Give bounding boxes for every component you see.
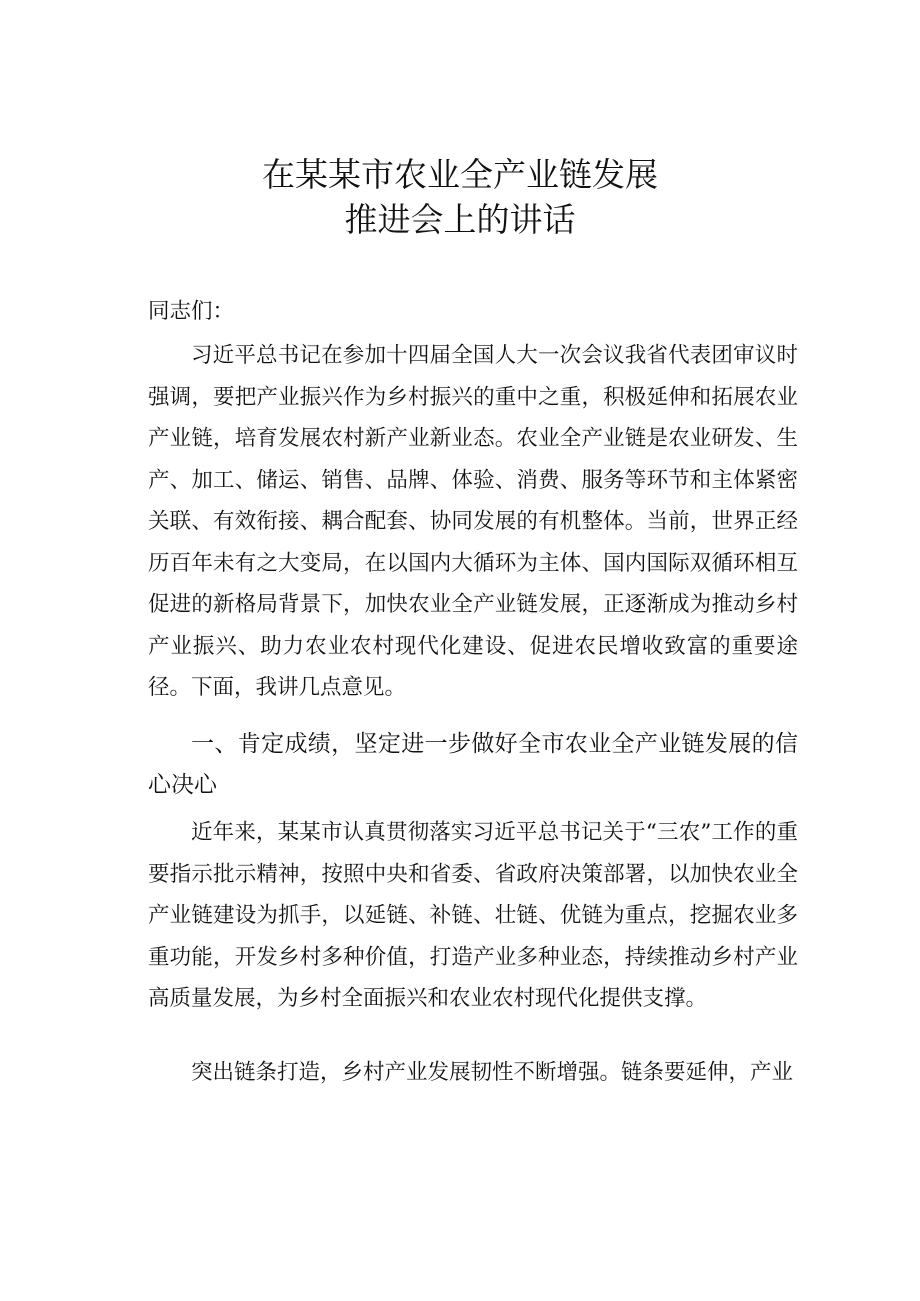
document-title-line-1: 在某某市农业全产业链发展 — [262, 155, 658, 194]
section-heading-1: 一、肯定成绩，坚定进一步做好全市农业全产业链发展的信心决心 — [148, 731, 798, 798]
document-title-line-2: 推进会上的讲话 — [344, 200, 576, 239]
paragraph-chain-building: 突出链条打造，乡村产业发展韧性不断增强。链条要延伸，产业 — [191, 1060, 794, 1085]
paragraph-intro: 习近平总书记在参加十四届全国人大一次会议我省代表团审议时强调，要把产业振兴作为乡村振兴的重中之重，积极延伸和拓展农业产业链，培育发展农村新产业新业态。农业全产业链是农业研发、生产、加工、储运、销售、品牌、体验、消费、服务等环节和主体紧密关联、有效衔接、耦合配套、协同发展的有机整体。当前，世界正经历百年未有之大变局，在以国内大循环为主体、国内国际双循环相互促进的新格局背景下，加快农业全产业链发展，正逐渐成为推动乡村产业振兴、助力农业农村现代化建设、促进农民增收致富的重要途径。下面，我讲几点意见。 — [148, 343, 798, 700]
salutation: 同志们： — [148, 299, 235, 324]
paragraph-achievements: 近年来，某某市认真贯彻落实习近平总书记关于“三农”工作的重要指示批示精神，按照中央和省委、省政府决策部署，以加快农业全产业链建设为抓手，以延链、补链、壮链、优链为重点，挖掘农业多重功能，开发乡村多种价值，打造产业多种业态，持续推动乡村产业高质量发展，为乡村全面振兴和农业农村现代化提供支撑。 — [148, 820, 798, 1011]
